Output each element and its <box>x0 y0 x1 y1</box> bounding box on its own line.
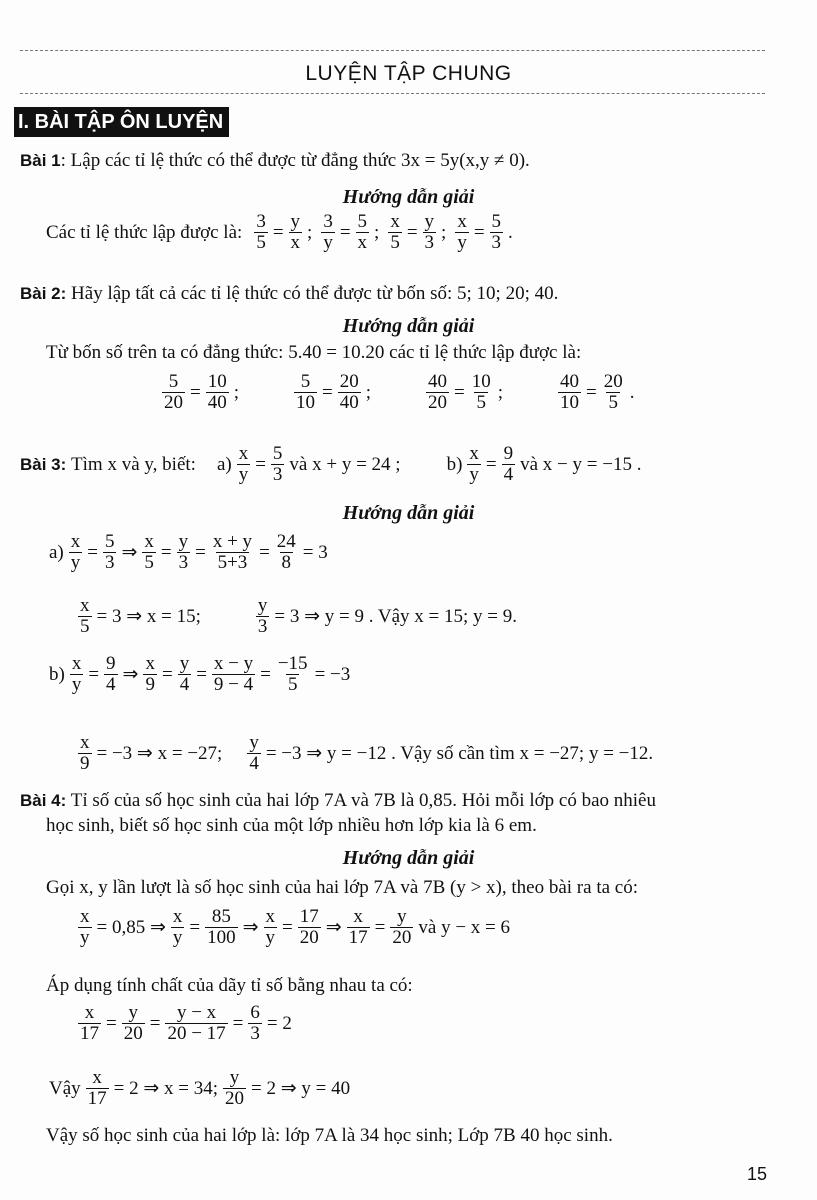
fraction <box>171 907 185 948</box>
math-text: = 3 <box>302 541 328 563</box>
denominator: 5+3 <box>217 552 248 573</box>
math-text: = 2 ⇒ y = 40 <box>251 1077 351 1099</box>
denominator: 3 <box>104 552 115 573</box>
ratio <box>292 372 374 413</box>
denominator: y <box>457 232 467 253</box>
bai3-label: Bài 3: <box>20 454 67 474</box>
denominator: 17 <box>87 1088 107 1109</box>
math-text: = <box>586 381 597 403</box>
numerator: y <box>424 211 435 232</box>
bai3-part-a <box>214 444 404 485</box>
numerator: 3 <box>323 211 333 232</box>
denominator: 20 <box>164 392 183 413</box>
math-text: . <box>629 381 635 403</box>
math-text: = <box>374 916 386 938</box>
numerator: x <box>80 732 90 753</box>
math-text: = <box>260 663 271 685</box>
fraction <box>426 372 449 413</box>
math-text: = <box>473 221 485 243</box>
math-text: = −3 <box>314 663 351 685</box>
bai2-ratios <box>160 372 637 413</box>
bai1-answer: Các tỉ lệ thức lập được là: $\frac{3}{5}$ = $\frac{y}{x}$ ; $\frac{3}{y}$ = $\frac{5}{x}$ ; $\frac{x}{5}$ = $\frac{y}{3}$ ; $\frac{x}{y}$ = $\frac{5}{3}$ . <box>46 212 516 253</box>
ratio <box>424 372 506 413</box>
fraction <box>558 372 581 413</box>
fraction <box>205 907 238 948</box>
fraction <box>223 1068 246 1109</box>
math-text: = <box>190 381 201 403</box>
numerator: y <box>397 906 407 927</box>
numerator: 3 <box>256 211 266 232</box>
math-text: = <box>259 541 270 563</box>
fraction <box>122 1003 145 1044</box>
bai3-solution-a1 <box>46 532 331 573</box>
fraction <box>388 212 402 253</box>
fraction <box>271 444 285 485</box>
math-text: = <box>160 541 172 563</box>
bai3-solution-b1 <box>46 654 353 695</box>
bai3-question: Bài 3: Tìm x và y, biết: a) $\frac{x}{y}$ = $\frac{5}{3}$ và x + y = 24 ; b) $\frac{x}{y}$ = $\frac{9}{4}$ và x − y = −15 . <box>20 444 644 485</box>
bai4-label: Bài 4: <box>20 791 67 810</box>
math-text: ⇒ <box>121 541 138 563</box>
ratio <box>252 212 315 253</box>
title-dashed-rule <box>20 93 765 94</box>
math-text: ; <box>365 381 371 403</box>
math-text: = <box>255 453 266 475</box>
denominator: 10 <box>560 392 579 413</box>
numerator: 20 <box>603 371 623 392</box>
denominator: 3 <box>257 616 268 637</box>
fraction <box>338 372 361 413</box>
bai4-question-line2: học sinh, biết số học sinh của một lớp nhiều hơn lớp kia là 6 em. <box>46 815 537 836</box>
math-text: = <box>189 916 201 938</box>
denominator: 3 <box>178 552 189 573</box>
denominator: 4 <box>179 674 190 695</box>
math-text: = −3 ⇒ x = −27; <box>96 742 223 764</box>
denominator: 40 <box>207 392 227 413</box>
bai2-answer-text: Từ bốn số trên ta có đẳng thức: 5.40 = 10.20 các tỉ lệ thức lập được là: <box>46 342 582 363</box>
bai1-ratios <box>252 212 515 253</box>
denominator: 20 <box>123 1023 143 1044</box>
denominator: 9 <box>80 753 90 774</box>
numerator: x + y <box>212 531 253 552</box>
math-text: và y − x = 6 <box>418 916 511 938</box>
denominator: 5 <box>144 552 154 573</box>
bai4-solution-line1: Gọi x, y lần lượt là số học sinh của hai lớp 7A và 7B (y > x), theo bài ra ta có: <box>46 877 638 898</box>
fraction <box>177 532 191 573</box>
numerator: y <box>229 1067 240 1088</box>
denominator: y <box>238 464 249 485</box>
fraction <box>347 907 370 948</box>
numerator: 17 <box>299 906 319 927</box>
numerator: x <box>457 211 467 232</box>
ratio <box>160 372 242 413</box>
math-text: = <box>87 541 98 563</box>
denominator: 5 <box>390 232 400 253</box>
math-text: ; <box>307 221 313 243</box>
numerator: x <box>145 653 155 674</box>
denominator: 20 <box>428 392 447 413</box>
fraction <box>103 532 117 573</box>
fraction <box>78 907 92 948</box>
denominator: 17 <box>80 1023 99 1044</box>
denominator: 20 − 17 <box>167 1023 226 1044</box>
fraction <box>78 596 92 637</box>
math-text: và x + y = 24 ; <box>289 453 401 475</box>
section-heading: I. BÀI TẬP ÔN LUYỆN <box>14 107 229 137</box>
bai3-solution-b2 <box>76 733 656 774</box>
numerator: y <box>128 1002 138 1023</box>
math-text: và x − y = −15 . <box>520 453 642 475</box>
fraction <box>142 532 156 573</box>
math-text: = <box>282 916 293 938</box>
page-title: LUYỆN TẬP CHUNG <box>305 62 512 85</box>
denominator: 4 <box>106 674 116 695</box>
numerator: x <box>469 443 479 464</box>
denominator: 17 <box>348 927 368 948</box>
denominator: y <box>70 552 81 573</box>
numerator: y <box>249 732 259 753</box>
numerator: 5 <box>272 443 283 464</box>
math-text: ⇒ <box>242 916 259 938</box>
math-text: = <box>322 381 333 403</box>
math-text: = <box>339 221 351 243</box>
math-text: = −3 ⇒ y = −12 . Vậy số cần tìm x = −27; y = −12. <box>265 742 654 764</box>
denominator: y <box>71 674 82 695</box>
fraction <box>78 1003 101 1044</box>
ratio <box>453 212 515 253</box>
numerator: 9 <box>503 443 514 464</box>
numerator: 5 <box>300 371 311 392</box>
numerator: x <box>71 653 82 674</box>
numerator: y <box>178 531 189 552</box>
numerator: 24 <box>276 531 296 552</box>
numerator: y <box>257 595 268 616</box>
denominator: y <box>80 927 90 948</box>
denominator: 3 <box>250 1023 260 1044</box>
bai4-solution-line2: Áp dụng tính chất của dãy tỉ số bằng nhau ta có: <box>46 975 413 996</box>
numerator: 9 <box>106 653 116 674</box>
fraction <box>162 372 185 413</box>
math-text: = <box>485 453 497 475</box>
bai1-formula: 3x = 5y(x,y ≠ 0). <box>400 150 530 171</box>
numerator: 85 <box>211 906 231 927</box>
numerator: y <box>290 211 301 232</box>
math-text: . <box>508 221 513 243</box>
fraction <box>423 212 437 253</box>
numerator: 20 <box>339 371 359 392</box>
bai1-label: Bài 1 <box>20 151 61 170</box>
math-text: = <box>88 663 100 685</box>
fraction <box>143 654 157 695</box>
fraction <box>254 212 268 253</box>
bai3-solution-a2 <box>76 596 520 637</box>
numerator: x <box>70 531 81 552</box>
page-number: 15 <box>746 1164 767 1184</box>
fraction <box>321 212 335 253</box>
denominator: 5 <box>608 392 618 413</box>
bai4-equation3 <box>46 1068 353 1109</box>
denominator: x <box>357 232 368 253</box>
numerator: 5 <box>104 531 115 552</box>
denominator: 3 <box>491 232 502 253</box>
fraction <box>390 907 413 948</box>
denominator: 40 <box>339 392 359 413</box>
numerator: x <box>265 906 276 927</box>
fraction <box>467 444 481 485</box>
denominator: 20 <box>299 927 319 948</box>
denominator: 10 <box>296 392 315 413</box>
denominator: y <box>323 232 333 253</box>
fraction <box>237 444 251 485</box>
denominator: 5 <box>80 616 90 637</box>
numerator: x <box>80 906 90 927</box>
bai3-part-b <box>444 444 645 485</box>
fraction <box>178 654 192 695</box>
bai4-conclusion: Vậy số học sinh của hai lớp là: lớp 7A là 34 học sinh; Lớp 7B 40 học sinh. <box>46 1125 613 1146</box>
fraction <box>86 1068 109 1109</box>
numerator: x <box>84 1002 95 1023</box>
ratio <box>319 212 382 253</box>
math-text: = <box>232 1012 244 1034</box>
math-text: = 0,85 ⇒ <box>96 916 166 938</box>
math-text: = <box>161 663 173 685</box>
math-text: b) <box>49 663 65 685</box>
numerator: x <box>172 906 183 927</box>
fraction <box>165 1003 227 1044</box>
fraction <box>356 212 370 253</box>
math-text: = 2 <box>266 1012 292 1034</box>
denominator: 20 <box>392 927 412 948</box>
denominator: 100 <box>207 927 236 948</box>
math-text: ; <box>233 381 239 403</box>
fraction <box>211 532 254 573</box>
fraction <box>298 907 321 948</box>
fraction <box>602 372 625 413</box>
math-text: = <box>149 1012 161 1034</box>
ratio <box>386 212 449 253</box>
fraction <box>275 532 298 573</box>
math-text: = 3 ⇒ x = 15; <box>96 605 201 627</box>
denominator: 3 <box>424 232 435 253</box>
denominator: 20 <box>225 1088 245 1109</box>
numerator: y − x <box>176 1002 217 1023</box>
denominator: 5 <box>287 674 298 695</box>
math-text: Vậy <box>49 1077 81 1099</box>
bai4-hint-heading: Hướng dẫn giải <box>342 847 475 869</box>
denominator: y <box>265 927 276 948</box>
denominator: 9 − 4 <box>213 674 254 695</box>
numerator: 5 <box>491 211 502 232</box>
fraction <box>276 654 310 695</box>
fraction <box>490 212 504 253</box>
bai2-hint-heading: Hướng dẫn giải <box>342 315 475 337</box>
numerator: 40 <box>560 371 579 392</box>
fraction <box>502 444 516 485</box>
fraction <box>78 733 92 774</box>
numerator: x − y <box>213 653 254 674</box>
math-text: = 2 ⇒ x = 34; <box>113 1077 219 1099</box>
numerator: x <box>92 1067 102 1088</box>
math-text: = 3 ⇒ y = 9 . Vậy x = 15; y = 9. <box>274 605 518 627</box>
fraction <box>104 654 118 695</box>
numerator: x <box>80 595 90 616</box>
math-text: b) <box>446 453 463 475</box>
fraction <box>470 372 493 413</box>
fraction <box>248 1003 262 1044</box>
bai4-equation2 <box>76 1003 295 1044</box>
math-text: ; <box>441 221 447 243</box>
numerator: 5 <box>357 211 368 232</box>
math-text: = <box>195 541 206 563</box>
denominator: 9 <box>145 674 155 695</box>
bai1-question: Bài 1: Lập các tỉ lệ thức có thể được từ đẳng thức 3x = 5y(x,y ≠ 0). <box>20 150 530 171</box>
numerator: x <box>353 906 363 927</box>
math-text: = <box>406 221 418 243</box>
numerator: 10 <box>207 371 227 392</box>
math-text: = <box>106 1012 117 1034</box>
numerator: x <box>390 211 400 232</box>
numerator: 6 <box>250 1002 260 1023</box>
math-text: ; <box>374 221 380 243</box>
denominator: 5 <box>476 392 486 413</box>
numerator: x <box>144 531 154 552</box>
denominator: 8 <box>281 552 292 573</box>
numerator: −15 <box>277 653 308 674</box>
math-text: a) <box>216 453 232 475</box>
math-text: = <box>454 381 465 403</box>
numerator: 10 <box>471 371 491 392</box>
fraction <box>69 532 83 573</box>
denominator: 4 <box>503 464 514 485</box>
denominator: 4 <box>249 753 259 774</box>
fraction <box>294 372 317 413</box>
bai3-hint-heading: Hướng dẫn giải <box>342 502 475 524</box>
fraction <box>289 212 303 253</box>
bai4-question-line1: Bài 4: Tỉ số của số học sinh của hai lớp 7A và 7B là 0,85. Hỏi mỗi lớp có bao nhiêu <box>20 790 656 811</box>
bai2-question: Bài 2: Hãy lập tất cả các tỉ lệ thức có thể được từ bốn số: 5; 10; 20; 40. <box>20 283 559 304</box>
denominator: y <box>172 927 183 948</box>
denominator: y <box>469 464 479 485</box>
numerator: 40 <box>428 371 447 392</box>
bai2-label: Bài 2: <box>20 284 67 303</box>
math-text: = <box>272 221 284 243</box>
bai1-hint-heading: Hướng dẫn giải <box>342 186 475 208</box>
denominator: x <box>290 232 301 253</box>
fraction <box>256 596 270 637</box>
numerator: 5 <box>168 371 179 392</box>
fraction <box>206 372 229 413</box>
denominator: 3 <box>272 464 283 485</box>
denominator: 5 <box>256 232 266 253</box>
fraction <box>264 907 278 948</box>
numerator: x <box>238 443 249 464</box>
math-text: ⇒ <box>325 916 342 938</box>
numerator: y <box>179 653 190 674</box>
math-text: ⇒ <box>122 663 139 685</box>
math-text: ; <box>497 381 503 403</box>
math-text: = <box>196 663 207 685</box>
bai4-equation1 <box>76 907 513 948</box>
fraction <box>212 654 255 695</box>
fraction <box>455 212 469 253</box>
ratio <box>556 372 637 413</box>
top-dashed-rule <box>20 50 765 51</box>
fraction <box>247 733 261 774</box>
fraction <box>70 654 84 695</box>
math-text: a) <box>49 541 64 563</box>
